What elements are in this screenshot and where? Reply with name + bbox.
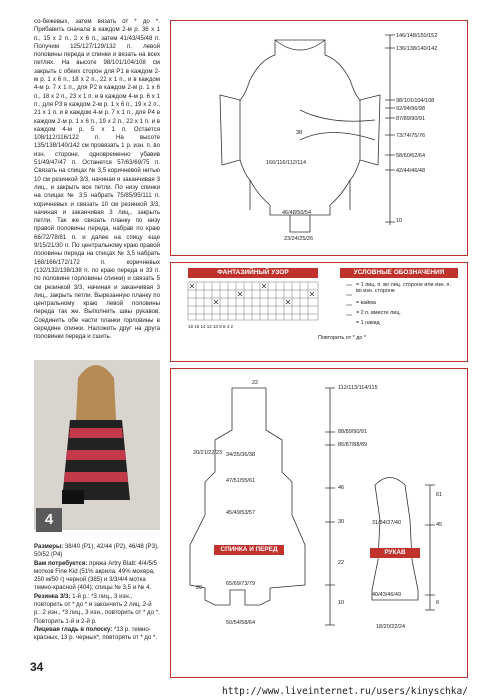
bottom-label-top-width: 22 [252,380,259,386]
bottom-label-l4: 45/49/53/57 [226,510,256,516]
need-label: Вам потребуется: [34,559,88,567]
sleeve-label-h1: 61 [436,492,443,498]
bottom-label-l3: 47/51/55/61 [226,478,256,484]
legend-item-4: = 1 накид [356,320,380,326]
back-front-label: СПИНКА И ПЕРЕД [214,545,284,555]
instructions-text: со-бежевых, затем вязать от * до *. Прибавить сначала в каждом 2-м р. 36 x 1 п., 15 x 2 п., 2 x 6 п., затем 41/43/45/48 п. Получим 125/127/129/132 п. левой половины переда и спинки и вязать на всех петлях. На высоте 98/101/104/108 см закрыть с обеих сторон для P1 в каждом 2-м р. 1 x 6 п., 18 x 2 п., 22 x 1 п., и в каждом 4-м р. 7 x 1 п., для P2 в каждом 2-м р. 1 x 6 п., 18 x 2 п., 23 x 1 п. и в каждом 4-м р. 6 x 1 п., для P3 в каждом 2-м р. 1 x 6 п., 19 x 2 п., 21 x 1 п. и в каждом 4-м р. 7 x 1 п., для P4 в каждом 2-м р. 1 x 6 п., 19 x 2 п., 22 x 1 п. и в каждом 4-м р. 5 x 1 п. Остается 108/112/116/122 п. На высоте 135/138/140/142 см провязать 1 р. изн. п. во изн. стороне, одновременно убавив 51/49/47/47 п. Останется 57/63/69/75 п. Связать на спицах № 3,5 коричневой нитью 10 см резинкой 3/3, начиная и заканчивая 3 лиц., и закрыть все петли. По низу спинки на спицах № 3,5 набрать 75/85/95/111 п. коричневых и связать 10 см резинкой 3/3, начиная и заканчивая 3 лиц., закрыть петли. Так же связать планку по низу правой половины переда, набрав по краю 66/72/78/81 п. и далее на спицу еще 9/15/21/30 п. По центральному краю правой половины переда на спицах № 3,5 набрать 168/166/172/172 п. коричневых (132/132/138/138 п. по краю переда и 33 п. по половине горловины спинки) и связать 5 см резинкой 3/3, начиная и заканчивая 3 лиц., закрыть петли. Вырезанную планку по центральному краю левой половины переда так же. Выполнить швы рукавов. Соединить обе части планки горловины в середине спинки. Наложить друг на друга половинки переда и сшить. [34,18,160,341]
top-label-r8: 42/44/46/48 [396,168,426,174]
top-label-r1: 146/148/150/152 [396,33,438,39]
bottom-label-h4: 46 [338,485,345,491]
sleeve-label-bottom: 40/43/46/49 [372,592,402,598]
sleeve-label-h2: 45 [436,522,443,528]
top-label-mid: 166/116/112/114 [266,160,307,166]
top-label-bottom: 46/48/50/54 [282,210,312,216]
rib-line [34,593,160,626]
bottom-label-h6: 22 [338,560,345,566]
top-label-r2: 136/138/140/142 [396,46,438,52]
need-line [34,560,160,593]
pattern-repeat-note: Повторить от * до * [318,335,366,341]
sleeve-label-width: 31/34/37/40 [372,520,402,526]
pattern-title: ФАНТАЗИЙНЫЙ УЗОР [188,268,318,278]
sleeve-label-cuff: 18/20/22/24 [376,624,406,630]
top-label-bottom2: 23/24/25/26 [284,236,314,242]
legend-item-2: = кайма [356,300,376,306]
bottom-label-h3: 86/87/88/89 [338,442,368,448]
legend-title: УСЛОВНЫЕ ОБОЗНАЧЕНИЯ [340,268,458,278]
bottom-label-h7: 10 [338,600,345,606]
top-label-r6: 73/74/75/76 [396,133,426,139]
bottom-label-l6: 50/54/58/64 [226,620,256,626]
sleeve-label-h3: 6 [436,600,440,606]
rib-label: Резинка 3/3: [34,592,71,600]
pattern-row-numbers: 18 16 14 12 10 8 6 4 2 [188,324,234,329]
bottom-label-h1: 112/113/114/115 [338,385,378,391]
rib-text: 1-й р.: *3 лиц., 3 изн., повторить от * до * и закончить 2 лиц. 2-й р.: 2 изн., *3 лиц., 3 изн., повторить от * до *. Повторить 1-й и 2-й р. [34,592,160,625]
top-label-center: 38 [296,130,303,136]
sizes-line [34,543,160,560]
page-number: 34 [30,660,44,674]
top-label-r5: 87/89/90/91 [396,116,426,122]
top-label-r9: 10 [396,218,403,224]
top-label-r3: 98/101/104/108 [396,98,435,104]
stripe-line [34,626,160,643]
legend-item-3: = 2 п. вместе лиц. [356,310,401,316]
photo-drawing [34,360,160,530]
top-label-r7: 58/60/62/64 [396,153,426,159]
bottom-label-back-side: 20 [196,585,203,591]
bottom-label-l1: 34/35/36/38 [226,452,256,458]
sizes-text: 38/40 (P1), 42/44 (P2), 46/48 (P3), 50/52 (P4) [34,543,159,559]
source-url: http://www.liveinternet.ru/users/kinyschka/ [222,686,468,697]
materials-block [34,543,160,643]
sleeve-label: РУКАВ [370,548,420,558]
bottom-label-h2: 88/89/90/91 [338,429,368,435]
bottom-label-h5: 30 [338,519,345,525]
legend-item-1: = 1 лиц. п. во лиц. стороне или изн. п. во изн. стороне [356,282,451,294]
need-text: пряжа Artry Blatt: 4/4/5/5 мотков Fine Kid (51% акрила, 49% мохера, 250 м/50 г) черной (385) и 3/3/4/4 мотка темно-красной (404); спицы № 3,5 и № 4. [34,559,157,592]
bottom-label-l2: 20/21/22/23 [193,450,223,456]
model-number-badge: 4 [36,508,62,532]
stripe-label: Лицевая гладь в полоску: [34,625,113,633]
sizes-label: Размеры: [34,543,64,550]
bottom-label-l5: 65/69/73/79 [226,581,256,587]
top-label-r4: 92/94/96/98 [396,106,426,112]
stripe-text: *13 р. темно-красных, 13 р. черных*, повторять от * до *. [34,625,158,642]
